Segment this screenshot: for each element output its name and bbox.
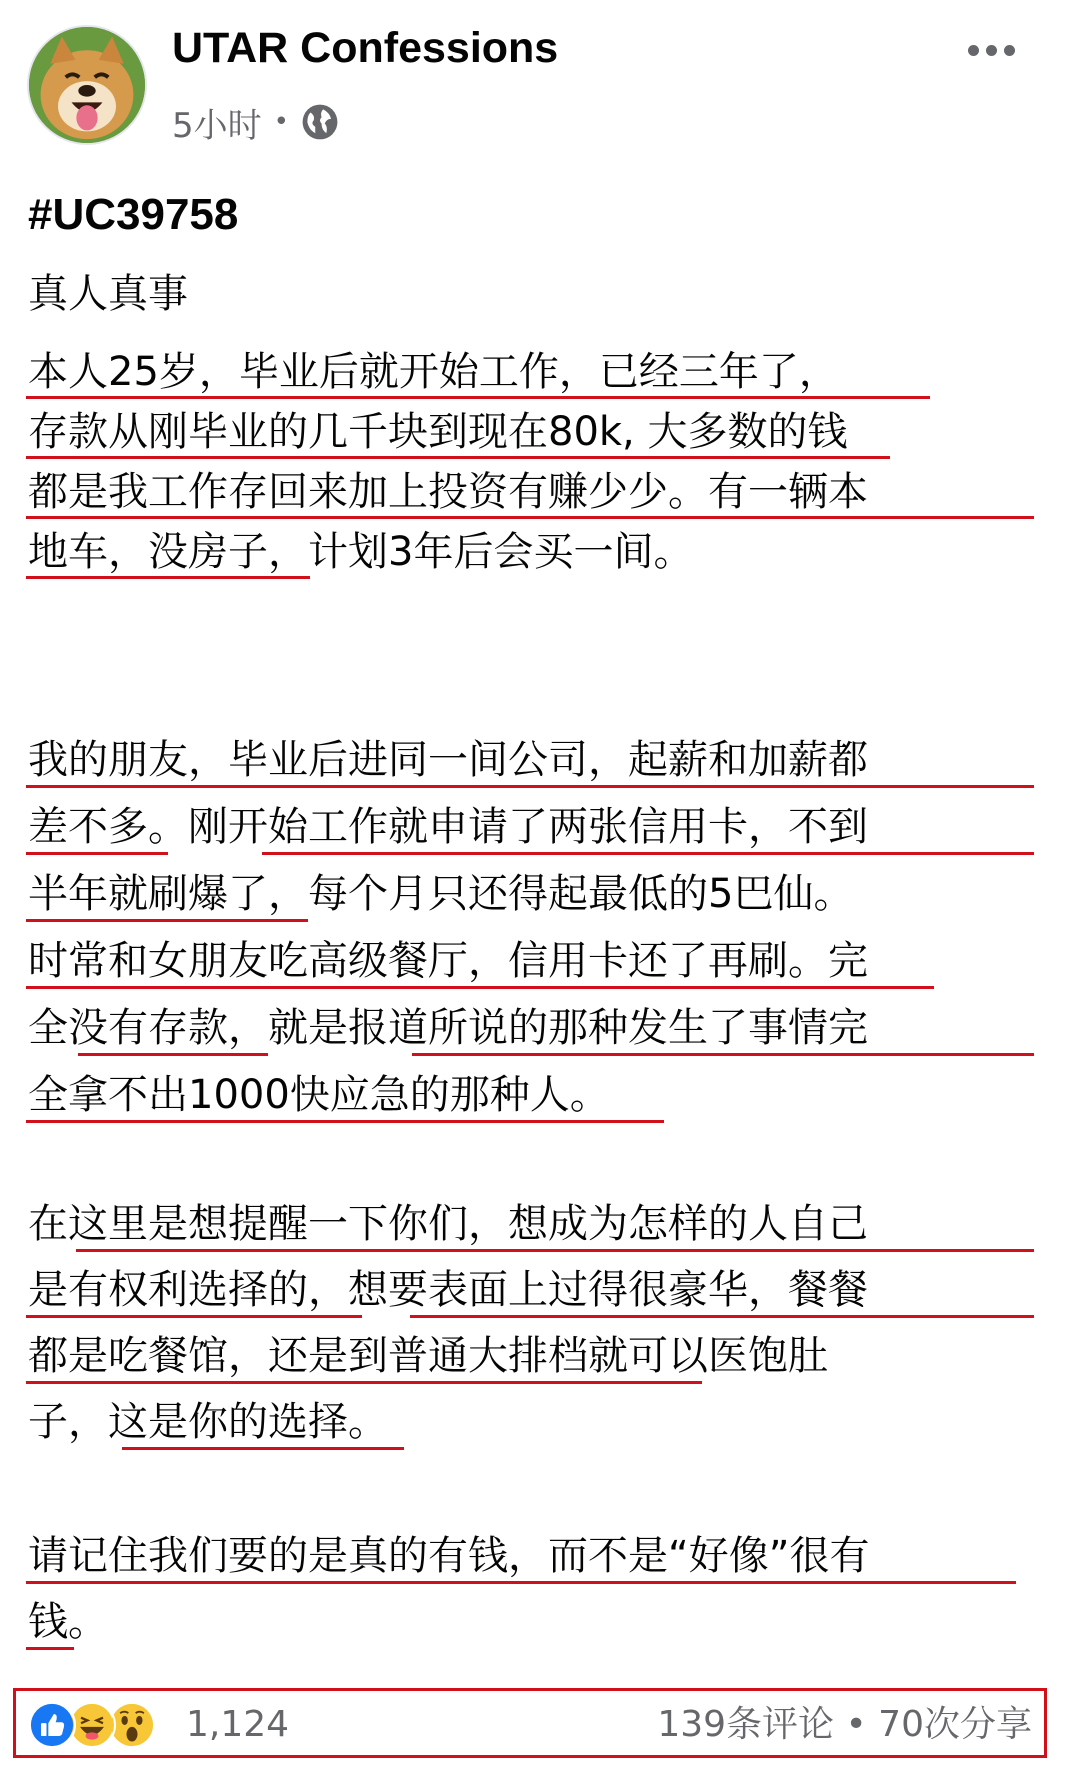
text-line: 本人25岁，毕业后就开始工作，已经三年了， — [28, 349, 839, 395]
page-name[interactable]: UTAR Confessions — [172, 24, 559, 72]
underline-mark — [26, 396, 930, 399]
reaction-icons[interactable] — [28, 1701, 178, 1749]
underline-mark — [26, 1315, 362, 1318]
underline-mark — [412, 1053, 1034, 1056]
underline-mark — [26, 576, 310, 579]
post-meta — [172, 100, 339, 144]
more-options-icon — [968, 45, 979, 56]
post-time[interactable]: 5小时 — [172, 105, 262, 146]
text-line: 存款从刚毕业的几千块到现在80k, 大多数的钱 — [28, 409, 848, 455]
post-subtitle: 真人真事 — [28, 271, 188, 317]
globe-icon — [301, 103, 339, 141]
underline-mark — [78, 1053, 268, 1056]
underline-mark — [26, 986, 934, 989]
underline-mark — [26, 1120, 664, 1123]
underline-mark — [410, 1315, 1034, 1318]
more-options-button[interactable] — [960, 30, 1022, 70]
text-line: 请记住我们要的是真的有钱，而不是“好像”很有 — [28, 1533, 870, 1579]
text-line: 在这里是想提醒一下你们，想成为怎样的人自己 — [28, 1201, 868, 1247]
underline-mark — [26, 785, 1034, 788]
text-line: 全拿不出1000快应急的那种人。 — [28, 1072, 610, 1118]
underline-mark — [26, 919, 308, 922]
reactions-bar — [13, 1688, 1047, 1758]
meta-separator: • — [273, 107, 289, 137]
text-line: 全没有存款，就是报道所说的那种发生了事情完 — [28, 1005, 868, 1051]
underline-mark — [26, 1381, 702, 1384]
text-line: 是有权利选择的，想要表面上过得很豪华，餐餐 — [28, 1267, 868, 1313]
reaction-count[interactable]: 1,124 — [186, 1704, 290, 1745]
shiba-dog-avatar-icon — [29, 27, 145, 143]
text-line: 子，这是你的选择。 — [28, 1399, 388, 1445]
underline-mark — [26, 1647, 74, 1650]
post-header — [0, 0, 1071, 160]
underline-mark — [76, 1249, 1034, 1252]
text-line: 都是吃餐馆，还是到普通大排档就可以医饱肚 — [28, 1333, 828, 1379]
underline-mark — [122, 1447, 404, 1450]
post-tag[interactable]: #UC39758 — [28, 190, 239, 239]
text-line: 地车，没房子，计划3年后会买一间。 — [28, 529, 694, 575]
text-line: 半年就刷爆了，每个月只还得起最低的5巴仙。 — [28, 871, 854, 917]
text-line: 都是我工作存回来加上投资有赚少少。有一辆本 — [28, 469, 868, 515]
text-line: 钱。 — [28, 1599, 108, 1645]
underline-mark — [26, 456, 890, 459]
underline-mark — [26, 852, 168, 855]
text-line: 时常和女朋友吃高级餐厅，信用卡还了再刷。完 — [28, 938, 868, 984]
text-line: 我的朋友，毕业后进同一间公司，起薪和加薪都 — [28, 737, 868, 783]
like-icon — [28, 1701, 76, 1749]
comments-shares-count[interactable]: 139条评论 • 70次分享 — [657, 1704, 1032, 1745]
underline-mark — [262, 852, 1034, 855]
text-line: 差不多。刚开始工作就申请了两张信用卡，不到 — [28, 804, 868, 850]
page-avatar[interactable] — [27, 25, 147, 145]
underline-mark — [26, 1581, 1016, 1584]
underline-mark — [26, 516, 1034, 519]
